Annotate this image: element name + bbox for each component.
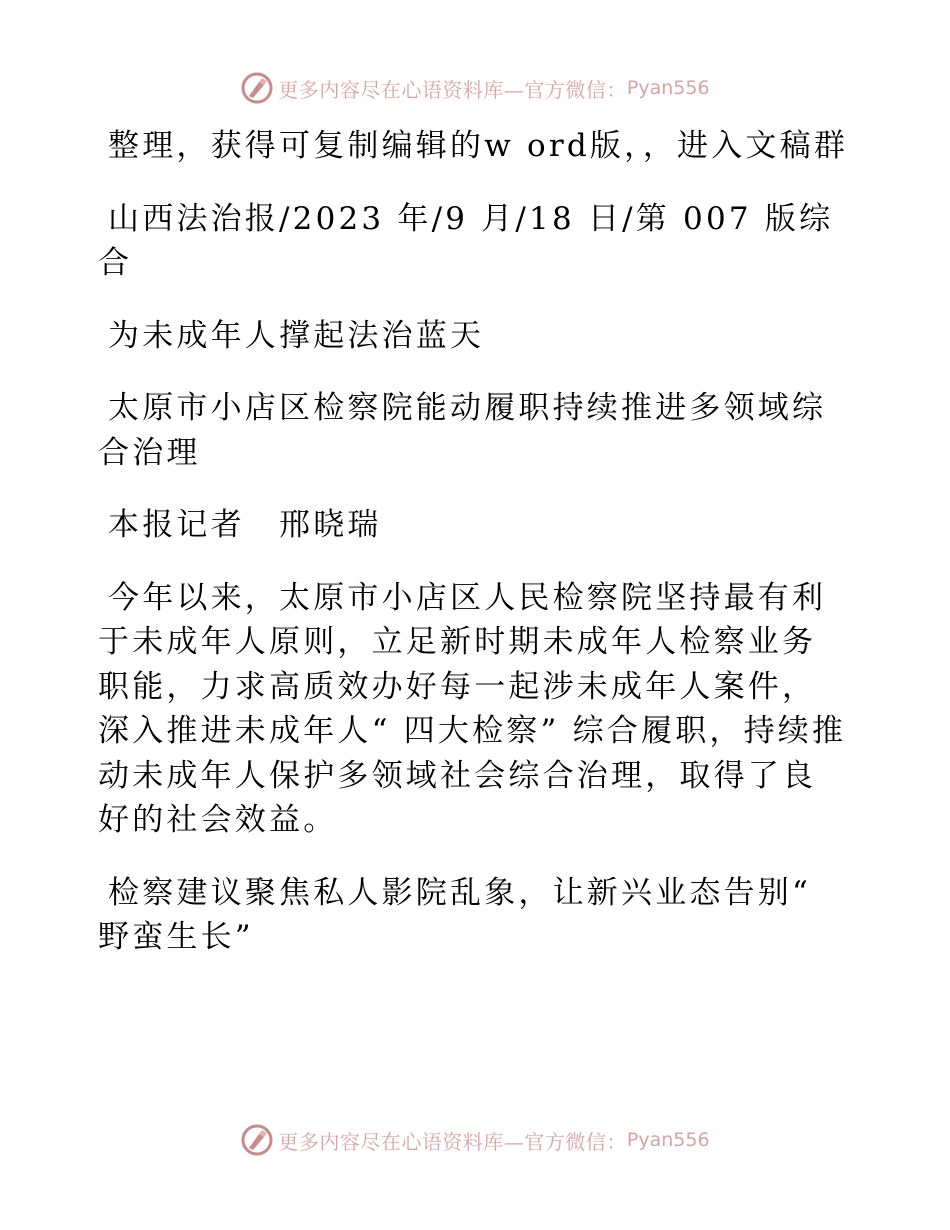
- header-banner: [0, 68, 950, 108]
- document-body: [98, 124, 848, 988]
- article-title: 为未成年人撑起法治蓝天: [108, 317, 485, 354]
- paragraph-source: 山西法治报/2023 年/9 月/18 日/第 007 版综合: [98, 200, 834, 281]
- article-byline: 本报记者 邢晓瑞: [108, 507, 382, 543]
- paragraph-body: 今年以来，太原市小店区人民检察院坚持最有利于未成年人原则，立足新时期未成年人检察业务职能，力求高质效办好每一起涉未成年人案件，深入推进未成年人“ 四大检察” 综合履职，持续推动未成年人保护多领域社会综合治理，取得了良好的社会效益。: [98, 579, 847, 838]
- header-banner-wechat: Pyan556: [626, 77, 710, 99]
- header-banner-text: 更多内容尽在心语资料库—官方微信：: [278, 77, 627, 102]
- section-heading: 检察建议聚焦私人影院乱象，让新兴业态告别“ 野蛮生长”: [98, 874, 812, 955]
- paragraph-intro: 整理，获得可复制编辑的w ord版，，进入文稿群: [108, 128, 849, 164]
- pen-nib-logo-icon: [240, 1123, 274, 1157]
- pen-nib-logo-icon: [240, 71, 274, 105]
- footer-banner: [0, 1120, 950, 1160]
- footer-banner-text: 更多内容尽在心语资料库—官方微信：: [278, 1129, 627, 1154]
- article-subtitle: 太原市小店区检察院能动履职持续推进多领域综合治理: [98, 390, 827, 471]
- footer-banner-wechat: Pyan556: [626, 1129, 710, 1151]
